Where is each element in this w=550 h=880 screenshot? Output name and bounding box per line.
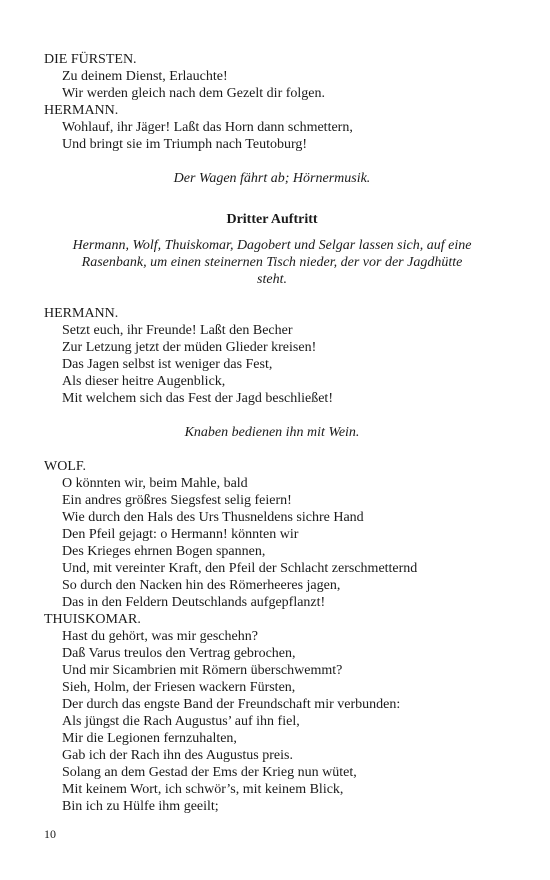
page-number: 10 [44, 827, 56, 841]
speaker-name: WOLF. [44, 459, 87, 474]
verse-line: Und mir Sicambrien mit Römern überschwemmt? [62, 663, 343, 678]
verse-line: O könnten wir, beim Mahle, bald [62, 476, 248, 491]
verse-line: Wie durch den Hals des Urs Thusneldens sichre Hand [62, 510, 364, 525]
speaker-name: THUISKOMAR. [44, 612, 141, 627]
stage-direction-line: steht. [257, 272, 287, 287]
speaker-name: HERMANN. [44, 306, 119, 321]
verse-line: Mit keinem Wort, ich schwör’s, mit keinem Blick, [62, 782, 344, 797]
verse-line: Gab ich der Rach ihn des Augustus preis. [62, 748, 293, 763]
verse-line: Mir die Legionen fernzuhalten, [62, 731, 237, 746]
verse-line: Zur Letzung jetzt der müden Glieder kreisen! [62, 340, 317, 355]
scene-heading: Dritter Auftritt [226, 212, 318, 227]
verse-line: Als dieser heitre Augenblick, [62, 374, 226, 389]
stage-direction: Der Wagen fährt ab; Hörnermusik. [173, 171, 371, 186]
verse-line: Des Krieges ehrnen Bogen spannen, [62, 544, 266, 559]
stage-direction-line: Rasenbank, um einen steinernen Tisch nieder, der vor der Jagdhütte [81, 255, 463, 270]
verse-line: Setzt euch, ihr Freunde! Laßt den Becher [62, 323, 293, 338]
verse-line: Solang an dem Gestad der Ems der Krieg nun wütet, [62, 765, 357, 780]
verse-line: Mit welchem sich das Fest der Jagd beschließet! [62, 391, 333, 406]
speaker-name: HERMANN. [44, 103, 119, 118]
verse-line: So durch den Nacken hin des Römerheeres jagen, [62, 578, 341, 593]
verse-line: Das in den Feldern Deutschlands aufgepflanzt! [62, 595, 326, 610]
verse-line: Wohlauf, ihr Jäger! Laßt das Horn dann schmettern, [62, 120, 353, 135]
verse-line: Ein andres größres Siegsfest selig feiern! [62, 493, 292, 508]
verse-line: Daß Varus treulos den Vertrag gebrochen, [62, 646, 296, 661]
stage-direction: Knaben bedienen ihn mit Wein. [184, 425, 360, 440]
verse-line: Hast du gehört, was mir geschehn? [62, 629, 258, 644]
verse-line: Bin ich zu Hülfe ihm geeilt; [62, 799, 219, 814]
verse-line: Und bringt sie im Triumph nach Teutoburg! [62, 137, 308, 152]
verse-line: Der durch das engste Band der Freundschaft mir verbunden: [62, 697, 401, 712]
verse-line: Zu deinem Dienst, Erlauchte! [62, 69, 228, 84]
verse-line: Als jüngst die Rach Augustus’ auf ihn fiel, [62, 714, 300, 729]
verse-line: Wir werden gleich nach dem Gezelt dir folgen. [62, 86, 325, 101]
stage-direction-line: Hermann, Wolf, Thuiskomar, Dagobert und Selgar lassen sich, auf eine [72, 238, 472, 253]
speaker-name: DIE FÜRSTEN. [44, 52, 137, 67]
verse-line: Das Jagen selbst ist weniger das Fest, [62, 357, 273, 372]
verse-line: Und, mit vereinter Kraft, den Pfeil der Schlacht zerschmetternd [62, 561, 418, 576]
verse-line: Sieh, Holm, der Friesen wackern Fürsten, [62, 680, 296, 695]
verse-line: Den Pfeil gejagt: o Hermann! könnten wir [62, 527, 299, 542]
